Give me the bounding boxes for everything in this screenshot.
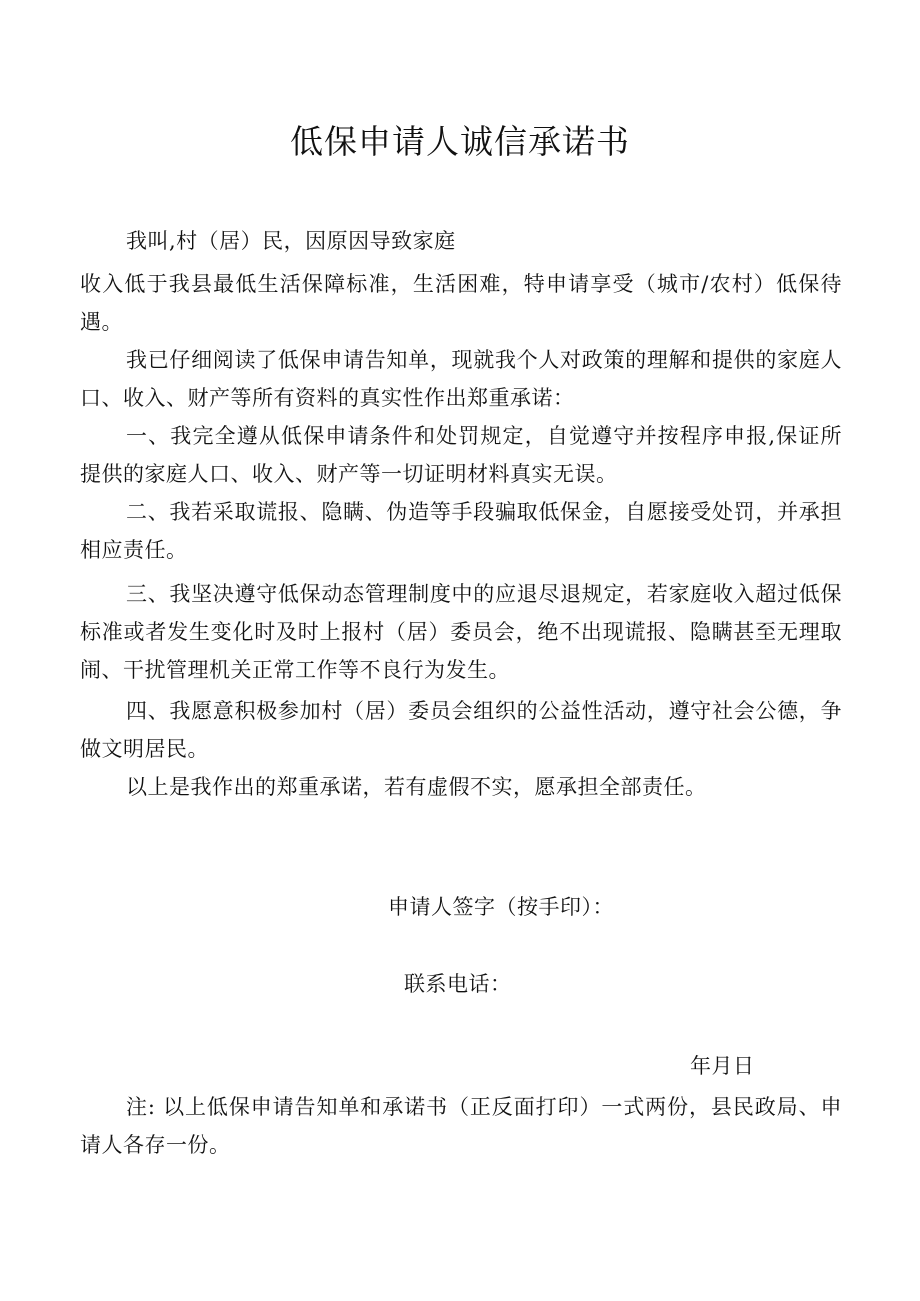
commitment-item-3: 三、我坚决遵守低保动态管理制度中的应退尽退规定，若家庭收入超过低保标准或者发生变化时及时上报村（居）委员会，绝不出现谎报、隐瞒甚至无理取闹、干扰管理机关正常工作等不良行为发生。 (80, 582, 842, 682)
date-label: 年月日 (690, 1054, 755, 1078)
document-title: 低保申请人诚信承诺书 (290, 122, 630, 161)
commitment-item-4: 四、我愿意积极参加村（居）委员会组织的公益性活动，遵守社会公德，争做文明居民。 (80, 699, 842, 761)
body-text-block (80, 265, 842, 806)
signature-label: 申请人签字（按手印）： (388, 895, 614, 919)
commitment-item-2: 二、我若采取谎报、隐瞒、伪造等手段骗取低保金，自愿接受处罚，并承担相应责任。 (80, 500, 842, 562)
intro-line-2: 收入低于我县最低生活保障标准，生活困难，特申请享受（城市/农村）低保待遇。 (80, 272, 842, 334)
closing-statement: 以上是我作出的郑重承诺，若有虚假不实，愿承担全部责任。 (126, 775, 707, 799)
paragraph-read-notice: 我已仔细阅读了低保申请告知单，现就我个人对政策的理解和提供的家庭人口、收入、财产等所有资料的真实性作出郑重承诺： (80, 348, 842, 410)
footnote: 注: 以上低保申请告知单和承诺书（正反面打印）一式两份，县民政局、申请人各存一份。 (80, 1095, 842, 1157)
phone-label: 联系电话： (404, 972, 512, 996)
intro-line-1: 我叫,村（居）民，因原因导致家庭 (126, 229, 456, 253)
commitment-item-1: 一、我完全遵从低保申请条件和处罚规定，自觉遵守并按程序申报,保证所提供的家庭人口、收入、财产等一切证明材料真实无误。 (80, 424, 842, 486)
